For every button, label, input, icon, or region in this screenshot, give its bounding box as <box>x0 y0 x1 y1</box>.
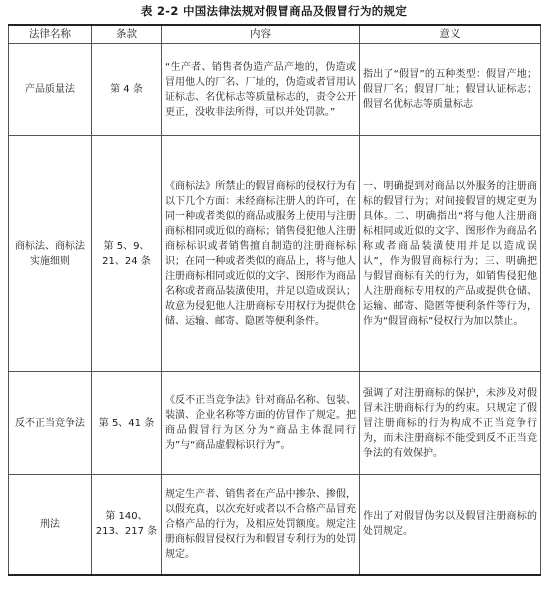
row-clause: 第 140、213、217 条 <box>92 475 162 575</box>
table-row <box>9 136 541 372</box>
row-content: 规定生产者、销售者在产品中掺杂、掺假，以假充真，以次充好或者以不合格产品冒充合格产品的行为，及相应处罚额度。规定注册商标假冒侵权行为和假冒专利行为的处罚规定。 <box>162 475 360 575</box>
row-content: 《反不正当竞争法》针对商品名称、包装、装潢、企业名称等方面的仿冒作了规定。把商品假冒行为区分为“商品主体混同行为”与“商品虚假标识行为”。 <box>162 372 360 475</box>
row-clause: 第 5、41 条 <box>92 372 162 475</box>
row-clause: 第 5、9、21、24 条 <box>92 136 162 372</box>
row-law-name: 刑法 <box>9 475 92 575</box>
header-law-name: 法律名称 <box>9 25 92 44</box>
row-law-name: 产品质量法 <box>9 44 92 136</box>
row-meaning: 指出了“假冒”的五种类型：假冒产地；假冒厂名；假冒厂址；假冒认证标志；假冒名优标志等质量标志 <box>360 44 541 136</box>
header-content: 内容 <box>162 25 360 44</box>
table-row <box>9 475 541 575</box>
row-content: 《商标法》所禁止的假冒商标的侵权行为有以下几个方面：未经商标注册人的许可，在同一种或者类似的商品或服务上使用与注册商标相同或近似的商标；销售侵犯他人注册商标标识或者销售擅自制造的注册商标标识；在同一种或者类似的商品上，将与他人注册商标相同或近似的文字、图形作为商品名称或者商品装潢使用，并足以造成误认；故意为侵犯他人注册商标专用权行为提供仓储、运输、邮寄、隐匿等便利条件。 <box>162 136 360 372</box>
row-meaning: 作出了对假冒伪劣以及假冒注册商标的处罚规定。 <box>360 475 541 575</box>
table-header-row <box>9 25 541 44</box>
table-row <box>9 372 541 475</box>
header-clause: 条款 <box>92 25 162 44</box>
row-content: “生产者、销售者伪造产品产地的，伪造或冒用他人的厂名、厂址的，伪造或者冒用认证标志、名优标志等质量标志的，责令公开更正，没收非法所得，可以并处罚款。” <box>162 44 360 136</box>
table-caption: 表 2-2 中国法律法规对假冒商品及假冒行为的规定 <box>140 4 408 18</box>
row-meaning: 一、明确提到对商品以外服务的注册商标的假冒行为；对间接假冒的规定更为具体。二、明确指出“将与他人注册商标相同或近似的文字、图形作为商品名称或者商品装潢使用并足以造成误认”，作为假冒商标行为；三、明确把与假冒商标有关的行为，如销售侵犯他人注册商标专用权的产品或提供仓储、运输、邮寄、隐匿等便利条件等行为，作为“假冒商标”侵权行为加以禁止。 <box>360 136 541 372</box>
header-meaning: 意义 <box>360 25 541 44</box>
row-clause: 第 4 条 <box>92 44 162 136</box>
row-law-name: 反不正当竞争法 <box>9 372 92 475</box>
table-row <box>9 44 541 136</box>
row-meaning: 强调了对注册商标的保护，未涉及对假冒未注册商标行为的约束。只规定了假冒注册商标的行为构成不正当竞争行为，而未注册商标不能受到反不正当竞争法的有效保护。 <box>360 372 541 475</box>
regulations-table <box>8 24 541 576</box>
row-law-name: 商标法、商标法实施细则 <box>9 136 92 372</box>
